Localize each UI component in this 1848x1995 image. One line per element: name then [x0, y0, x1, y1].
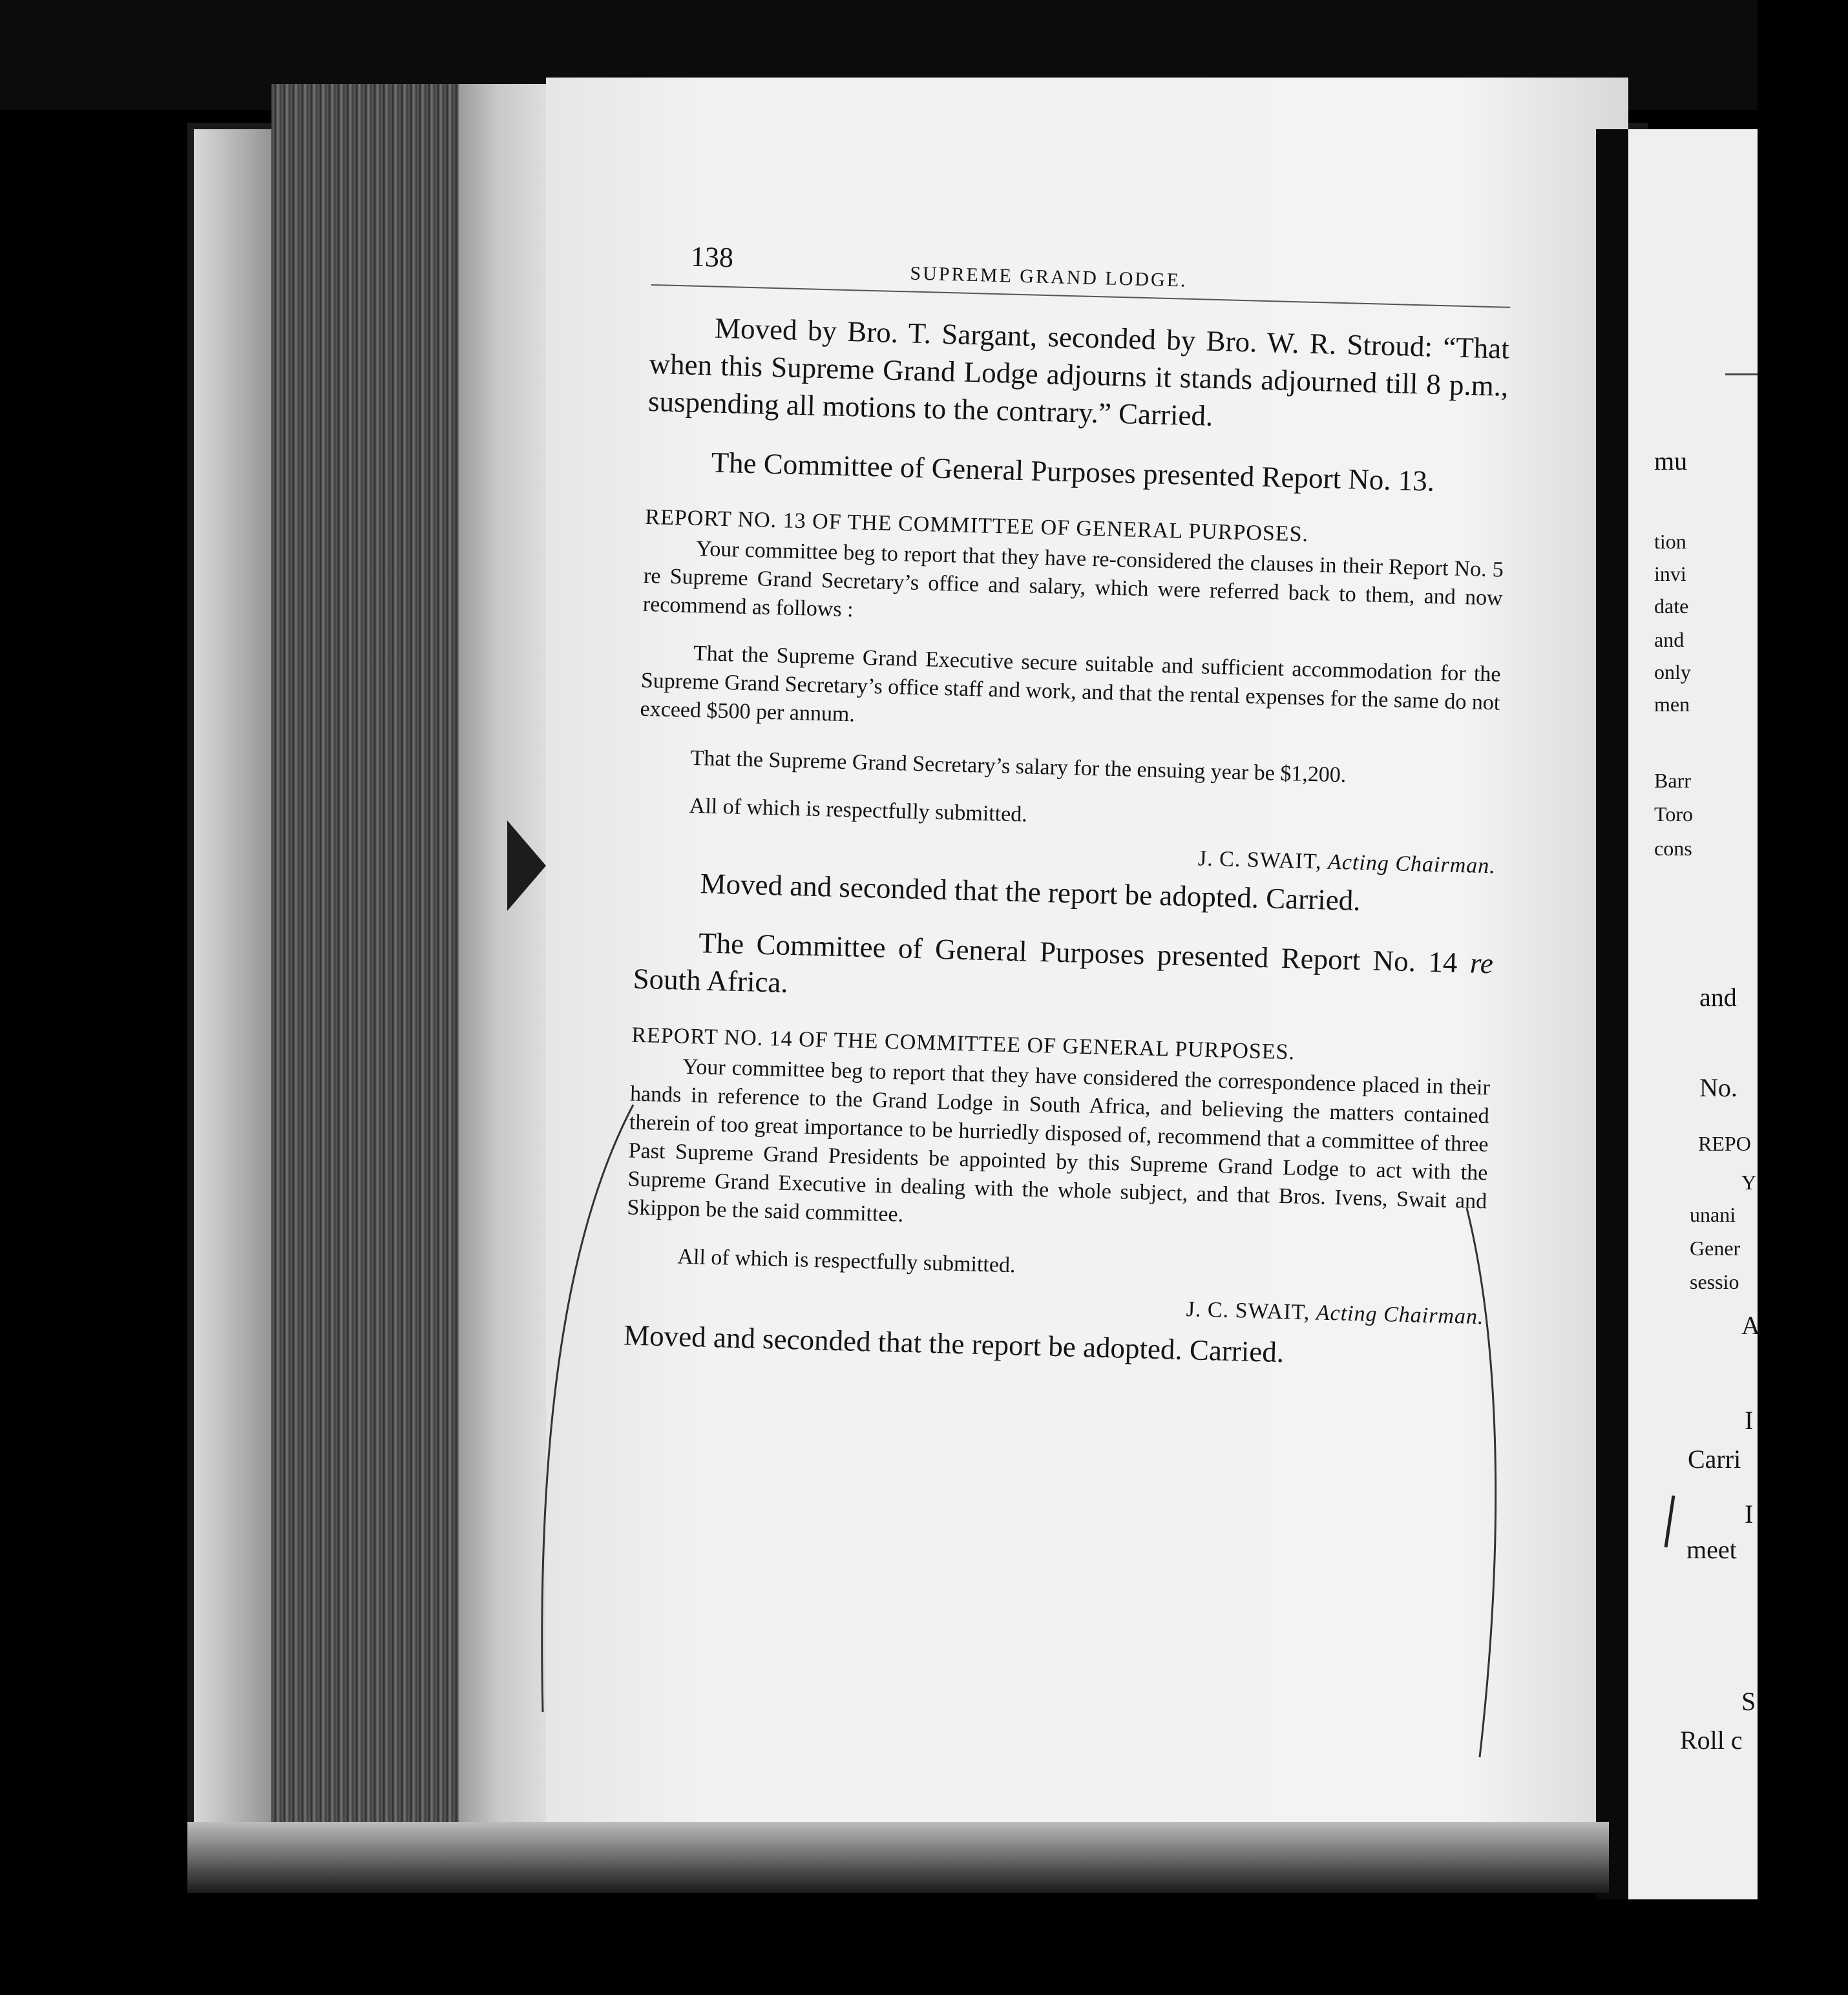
right-fragment: S: [1741, 1687, 1756, 1716]
right-fragment: unani: [1690, 1203, 1736, 1226]
report-13-body-1: Your committee beg to report that they have re-considered the clauses in their Report No. 5 re Supreme Grand Secretary’s office and salary, which were referred back to them, and now recommend as follows :: [642, 536, 1504, 622]
report-14-heading: REPORT NO. 14 OF THE COMMITTEE OF GENERAL PURPOSES.: [631, 1023, 1296, 1065]
signature-title: Acting Chairman.: [1327, 850, 1496, 879]
right-page-rule: [1725, 373, 1758, 375]
report-14-intro: [633, 923, 1494, 1020]
page-number: 138: [690, 240, 734, 274]
right-fragment: Y: [1741, 1171, 1757, 1194]
report-13-body-3: That the Supreme Grand Secretary’s salary for the ensuing year be $1,200.: [690, 746, 1347, 788]
report-14-intro-re: re: [1469, 946, 1494, 980]
report-13-adopted: Moved and seconded that the report be adopted. Carried.: [700, 867, 1361, 917]
report-13-submitted: All of which is respectfully submitted.: [689, 793, 1028, 827]
right-fragment: A: [1741, 1311, 1760, 1340]
right-page: [1628, 129, 1758, 1899]
running-title: SUPREME GRAND LODGE.: [910, 262, 1188, 291]
report-14-intro-start: The Committee of General Purposes presented Report No. 14: [698, 926, 1458, 979]
right-fragment: I: [1745, 1406, 1754, 1435]
pencil-bracket-left: [530, 1098, 659, 1718]
page-edges: [271, 84, 472, 1822]
pencil-bracket-right: [1454, 1208, 1518, 1764]
signature-name: J. C. SWAIT,: [1197, 846, 1323, 874]
right-fragment: tion: [1654, 530, 1686, 553]
right-fragment: meet: [1686, 1535, 1737, 1564]
right-fragment: mu: [1654, 446, 1688, 475]
right-fragment: men: [1654, 693, 1690, 716]
right-fragment: only: [1654, 660, 1691, 684]
right-fragment: and: [1654, 628, 1685, 651]
right-fragment: and: [1699, 983, 1737, 1012]
report-13-heading: REPORT NO. 13 OF THE COMMITTEE OF GENERAL PURPOSES.: [644, 505, 1309, 547]
right-fragment: date: [1654, 594, 1689, 618]
book-cover-edge: [194, 129, 278, 1848]
report-14-intro-end: South Africa.: [633, 962, 789, 999]
motion-adjourn-paragraph: Moved by Bro. T. Sargant, seconded by Bro. W. R. Stroud: “That when this Supreme Grand Lodge adjourns it stands adjourned till 8 p.m., suspending all motions to the contrary.” Carried.: [647, 311, 1510, 432]
report-13-body-2: That the Supreme Grand Executive secure suitable and sufficient accommodation for the Supreme Grand Secretary’s office staff and work, and that the rental expenses for the same do not exceed $500 per annum.: [640, 641, 1502, 727]
report-14-submitted: All of which is respectfully submitted.: [677, 1244, 1016, 1278]
bottom-shadow: [187, 1822, 1609, 1893]
right-fragment: Carri: [1688, 1445, 1741, 1474]
pencil-mark: [1661, 1492, 1680, 1551]
right-fragment: Barr: [1654, 769, 1691, 792]
right-fragment: I: [1745, 1499, 1754, 1529]
page-text-column: [624, 233, 1512, 1376]
right-fragment: Gener: [1690, 1237, 1741, 1260]
right-fragment: sessio: [1690, 1270, 1739, 1293]
report-13-intro: The Committee of General Purposes presented Report No. 13.: [711, 446, 1435, 497]
page-notch: [507, 820, 546, 911]
right-fragment: cons: [1654, 837, 1692, 860]
right-fragment: invi: [1654, 562, 1686, 585]
signature-title: Acting Chairman.: [1316, 1300, 1484, 1330]
right-fragment: REPO: [1698, 1132, 1751, 1155]
report-14-adopted: Moved and seconded that the report be adopted. Carried.: [623, 1319, 1285, 1369]
right-fragment: Roll c: [1680, 1726, 1743, 1755]
signature-name: J. C. SWAIT,: [1186, 1297, 1310, 1325]
report-14-body-1: Your committee beg to report that they have considered the correspondence placed in their hands in reference to the Grand Lodge in South Africa, and believing the matters contained therein of too great importance to be hurriedly disposed of, recommend that a committee of three Past Supreme Grand Presidents be appointed by this Supreme Grand Lodge to act with the Supreme Grand Executive in dealing with the whole subject, and that Bros. Ivens, Swait and Skippon be the said committee.: [627, 1054, 1491, 1227]
right-fragment: No.: [1699, 1073, 1738, 1102]
right-fragment: Toro: [1654, 802, 1693, 826]
